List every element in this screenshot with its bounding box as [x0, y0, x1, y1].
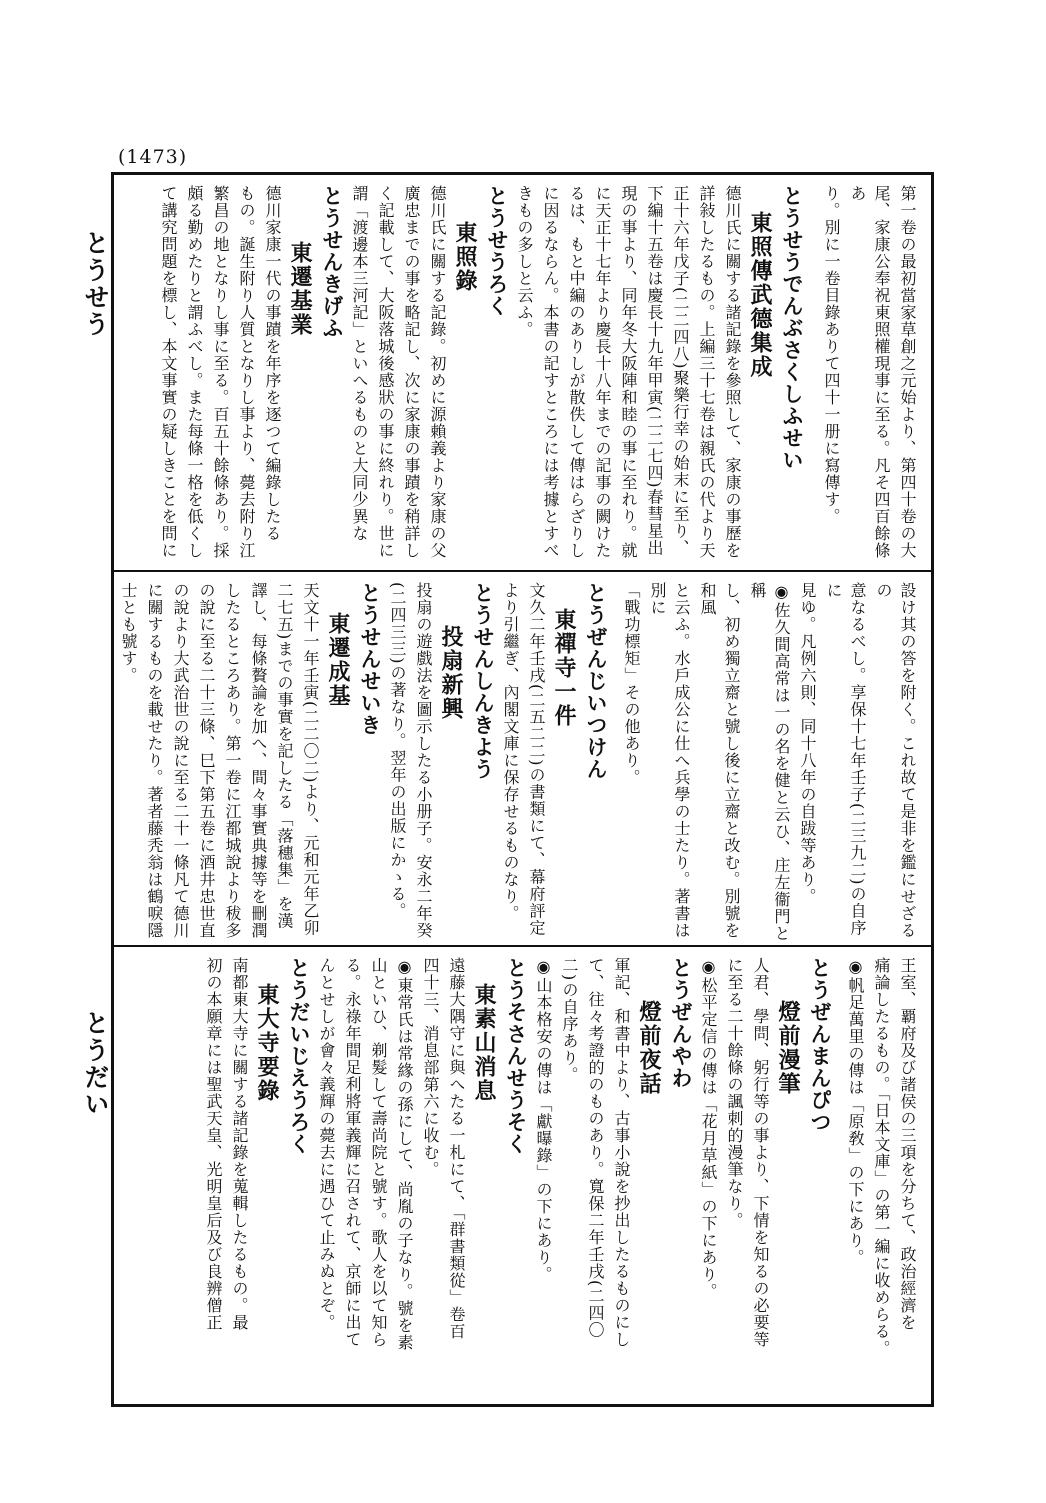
entry-heading: とうせうろく — [485, 185, 509, 317]
entry-body-line: したるところあり。第一卷に江都城說より秡多 — [223, 582, 242, 939]
entry-heading: とうせんきげふ — [320, 185, 344, 339]
entry-toushou-denbu-sakushu-seisei — [510, 185, 805, 570]
continuation-line: 尾、家康公奉祝東照權現事に至る。凡そ四百餘條あ — [848, 185, 891, 559]
entry-title: 東照傳武德集成 — [747, 211, 773, 379]
entry-title-line — [469, 957, 500, 1103]
entry-body-line: もの。誕生附り人質となりし事より、薨去附り江 — [237, 185, 256, 559]
tier-top — [114, 175, 931, 570]
entry-title-line — [634, 957, 665, 1113]
entry-body-line: て、往々考證的のものあり。寬保二年壬戌(二四〇 — [586, 957, 605, 1339]
entry-title-line — [323, 582, 354, 712]
continuation-line: 第一卷の最初當家草創之元始より、第四十卷の大 — [898, 185, 917, 559]
running-head-bottom: とうだい — [81, 1010, 110, 1118]
continuation-line: し、初め獨立齋と號し後に立齋と改む。別號を和風 — [698, 582, 741, 939]
entry-toushou-roku — [345, 185, 510, 570]
continuation-line: 設け其の答を附く。これ故て是非を鑑にせざるの — [874, 582, 917, 939]
entry-heading: とうだいじえうろく — [287, 957, 311, 1155]
entry-body-line: 天文十一年壬寅(二二〇二)より、元和元年乙卯 — [301, 582, 320, 937]
entry-body-line: んとせしが會々義輝の薨去に遇ひて止みぬとぞ。 — [317, 957, 336, 1331]
entry-title-line — [285, 185, 316, 367]
entry-heading: とうせんしんきよう — [471, 582, 495, 780]
entry-title: 東遷成基 — [325, 612, 351, 708]
entry-body-line: 軍記、和書中より、古事小說を抄出したるものにし — [612, 957, 631, 1348]
entry-body-line: 德川氏に關する記錄。初めに源賴義より家康の父 — [428, 185, 447, 559]
entry-body-line: に關するものを載せたり。著者藤秃翁は鶴唳隱 — [145, 582, 164, 939]
entry-body-line: 德川氏に關する諸記錄を參照して、家康の事歷を — [723, 185, 742, 559]
entry-body-line: 二)の自序あり。 — [560, 957, 579, 1084]
entry-title: 燈前漫筆 — [775, 1000, 801, 1096]
entry-body-line: 德川家康一代の事蹟を年序を逐つて編錄したる — [263, 185, 282, 542]
entry-tousen-kigyou — [154, 185, 345, 570]
continuation-line: ◉佐久間高常は一の名を健と云ひ、庄左衞門と稱 — [748, 582, 791, 942]
entry-body-line: 遠藤大隅守に與へたる一札にて、「群書類從」卷百 — [447, 957, 466, 1340]
entry-title-line — [252, 957, 283, 1103]
entry-body-line: ◉東常氏は常緣の孫にして、尚胤の子なり。號を素 — [395, 957, 414, 1351]
entry-body-line: 現の事より、同年冬大阪陣和睦の事に至れり。就 — [619, 185, 638, 559]
entry-heading: とうせんせいき — [358, 582, 382, 736]
entry-body-line: 初の本願章には聖武天皇、光明皇后及び良辨僧正 — [204, 957, 223, 1331]
entry-tousen-seiki — [114, 582, 383, 945]
entry-tousen-shinkyou — [383, 582, 496, 945]
continuation-line: 痛論したるもの。「日本文庫」の第一編に收めらる。 — [872, 957, 891, 1357]
entry-body-line: るは、もと中編のありしが散佚して傳はらざりし — [567, 185, 586, 559]
entry-title: 東大寺要錄 — [254, 983, 280, 1103]
entry-title: 投扇新興 — [438, 625, 464, 721]
entry-body-line: 頗る勤めたりと謂ふべし。また每條一格を低くし — [185, 185, 204, 559]
entry-body-line: に天正十七年より慶長十八年までの記事の闕けた — [593, 185, 612, 559]
continuation-line: と云ふ。水戶成公に仕へ兵學の士たり。著書は別に — [648, 582, 691, 939]
entry-body-line: 下編十五卷は慶長十九年甲寅(二二七四)春彗星出 — [645, 185, 664, 557]
entry-body-line: ◉山本格安の傳は「獻曝錄」の下にあり。 — [534, 957, 553, 1283]
entry-body-line: 二七五)までの事實を記したる「落穗集」を漢 — [275, 582, 294, 930]
entry-heading: とうぜんやわ — [669, 957, 693, 1089]
entry-heading: とうせうでんぶさくしふせい — [780, 185, 804, 471]
entry-body-line: 謂「渡邊本三河記」といへるものと大同少異な — [350, 185, 369, 542]
entry-heading: とうぜんまんぴつ — [808, 957, 832, 1133]
entry-toudaiji-youroku — [199, 957, 312, 1404]
entry-body-line: 譯し、每條贅論を加へ、間々事實典據等を刪潤 — [249, 582, 268, 939]
entry-touso-san-shousoku — [312, 957, 529, 1404]
continuation-line: 王室、覇府及び諸侯の三項を分ちて、政治經濟を — [898, 957, 917, 1331]
entry-body-line: 詳敍したるもの。上編三十七卷は親氏の代より天 — [697, 185, 716, 559]
entry-body-line: (二四三三)の著なり。翌年の出版にかゝる。 — [388, 582, 407, 920]
entry-body-line: く記載して、大阪落城後感狀の事に終れり。世に — [376, 185, 395, 559]
dictionary-page-frame — [111, 172, 934, 1407]
entry-body-line: きもの多しと云ふ。 — [515, 185, 534, 338]
running-head-top: とうせう — [81, 230, 110, 338]
entry-body-line: の說に至る二十三條、巳下第五卷に酒井忠世直 — [197, 582, 216, 939]
entry-body-line: 正十六年戊子(二二四八)聚樂行幸の始末に至り、 — [671, 185, 690, 557]
entry-touzen-manpitsu — [694, 957, 833, 1404]
entry-body-line: ◉松平定信の傳は「花月草紙」の下にあり。 — [699, 957, 718, 1300]
entry-heading: とうぜんじいつけん — [584, 582, 608, 780]
entry-touzen-yawa — [529, 957, 694, 1404]
entry-title-line — [436, 582, 467, 738]
continuation-line: 「戰功標矩」その他あり。 — [622, 582, 641, 786]
entry-body-line: 投扇の遊戲法を圖示したる小册子。安永二年癸 — [414, 582, 433, 939]
continuation-line: 意なるべし。享保十七年壬子(二三九二)の自序に — [824, 582, 867, 937]
entry-body-line: 廣忠までの事を略記し、次に家康の事蹟を稍詳し — [402, 185, 421, 559]
page-number: (1473) — [118, 146, 188, 168]
entry-touzenji-ikken — [496, 582, 609, 945]
entry-body-line: 南都東大寺に關する諸記錄を蒐輯したるもの。最 — [230, 957, 249, 1331]
entry-body-line: る。永祿年間足利將軍義輝に召されて、京師に出て — [343, 957, 362, 1348]
entry-title: 燈前夜話 — [636, 1000, 662, 1096]
entry-body-line: の說より大武治世の說に至る二十一條凡て德川 — [171, 582, 190, 939]
entry-body-line: 山といひ、剃髮して壽尚院と號す。歌人を以て知ら — [369, 957, 388, 1348]
entry-title-line — [773, 957, 804, 1113]
continuation-line: ◉帆足萬里の傳は「原敎」の下にあり。 — [846, 957, 865, 1266]
continuation-line: 見ゆ。凡例六則、同十八年の自跋等あり。 — [798, 582, 817, 905]
entry-body-line: 士とも號す。 — [119, 582, 138, 684]
entry-heading: とうそさんせうそく — [504, 957, 528, 1155]
tier-bottom — [114, 945, 931, 1404]
entry-body-line: 文久二年壬戌(二五二二)の書類にて、幕府評定 — [527, 582, 546, 937]
entry-body-line: に因るならん。本書の記すところには考據とすべ — [541, 185, 560, 559]
entry-title: 東遷基業 — [287, 241, 313, 337]
entry-title: 東照錄 — [452, 220, 478, 293]
entry-body-line: 人君、學問、躬行等の事より、下情を知るの必要等 — [751, 957, 770, 1348]
entry-body-line: に至る二十餘條の諷刺的漫筆なり。 — [725, 957, 744, 1229]
entry-title-line — [745, 185, 776, 379]
entry-title: 東素山消息 — [471, 983, 497, 1103]
entry-body-line: 四十三、消息部第六に收む。 — [421, 957, 440, 1178]
entry-title-line — [450, 185, 481, 303]
entry-body-line: より引繼ぎ、內閣文庫に保存せるものなり。 — [501, 582, 520, 922]
entry-title: 東禪寺一件 — [551, 608, 577, 728]
entry-body-line: 繁昌の地となりし事に至る。百五十餘條あり。採 — [211, 185, 230, 559]
continuation-line: り。別に一卷目錄ありて四十一册に寫傳す。 — [822, 185, 841, 525]
tier-middle — [114, 570, 931, 945]
entry-title-line — [549, 582, 580, 728]
entry-body-line: て講究問題を標し、本文事實の疑しきことを問に — [159, 185, 178, 559]
